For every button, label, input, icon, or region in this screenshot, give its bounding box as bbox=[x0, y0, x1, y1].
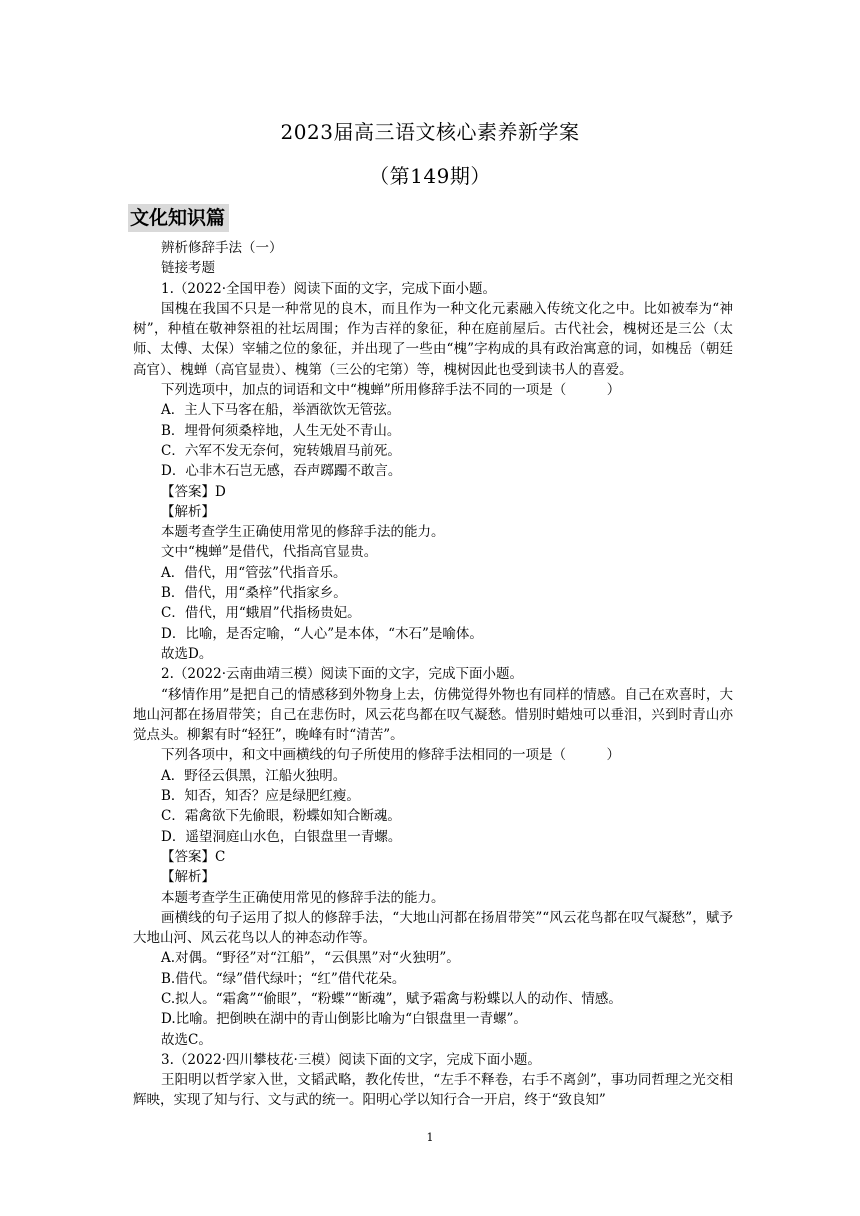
paragraph: D．比喻，是否定喻，“人心”是本体，“木石”是喻体。 bbox=[161, 625, 483, 642]
paragraph: B．借代，用“桑梓”代指家乡。 bbox=[161, 585, 347, 602]
paragraph: 本题考查学生正确使用常见的修辞手法的能力。 bbox=[161, 889, 445, 906]
paragraph: “移情作用”是把自己的情感移到外物身上去，仿佛觉得外物也有同样的情感。自己在欢喜时，大地山河都在扬眉带笑；自己在悲伤时，风云花鸟都在叹气凝愁。惜别时蜡烛可以垂泪，兴到时青山亦觉点头。柳絮有时“轻狂”，晚峰有时“清苦”。 bbox=[133, 686, 733, 744]
paragraph: C．六军不发无奈何，宛转娥眉马前死。 bbox=[161, 442, 401, 459]
paragraph: 【解析】 bbox=[161, 503, 215, 520]
paragraph: 链接考题 bbox=[161, 260, 215, 277]
paragraph: 故选C。 bbox=[161, 1031, 212, 1048]
paragraph: A．借代，用“管弦”代指音乐。 bbox=[161, 564, 347, 581]
page-number: 1 bbox=[426, 1131, 434, 1144]
paragraph: 1.（2022·全国甲卷）阅读下面的文字，完成下面小题。 bbox=[161, 280, 497, 297]
paragraph: A.对偶。“野径”对“江船”，“云俱黑”对“火独明”。 bbox=[161, 950, 460, 967]
paragraph: 【答案】C bbox=[161, 848, 226, 865]
paragraph: 3.（2022·四川攀枝花·三模）阅读下面的文字，完成下面小题。 bbox=[161, 1051, 541, 1068]
paragraph: 辨析修辞手法（一） bbox=[161, 240, 283, 256]
paragraph: C．霜禽欲下先偷眼，粉蝶如知合断魂。 bbox=[161, 808, 401, 825]
paragraph: D．心非木石岂无感，吞声踯躅不敢言。 bbox=[161, 463, 402, 480]
paragraph: 故选D。 bbox=[161, 645, 213, 662]
paragraph: A．野径云俱黑，江船火独明。 bbox=[161, 767, 347, 784]
document-body bbox=[133, 238, 733, 1111]
paragraph: 下列各项中，和文中画横线的句子所使用的修辞手法相同的一项是（ ） bbox=[161, 747, 620, 764]
paragraph: C．借代，用“蛾眉”代指杨贵妃。 bbox=[161, 605, 361, 622]
paragraph: D．遥望洞庭山水色，白银盘里一青螺。 bbox=[161, 828, 402, 845]
paragraph: 【答案】D bbox=[161, 483, 226, 500]
paragraph: 画横线的句子运用了拟人的修辞手法，“大地山河都在扬眉带笑”“风云花鸟都在叹气凝愁”，赋予大地山河、风云花鸟以人的神态动作等。 bbox=[133, 909, 733, 947]
paragraph: B．埋骨何须桑梓地，人生无处不青山。 bbox=[161, 422, 401, 439]
section-heading: 文化知识篇 bbox=[128, 204, 229, 232]
paragraph: B．知否，知否？应是绿肥红瘦。 bbox=[161, 788, 360, 805]
paragraph: 【解析】 bbox=[161, 869, 215, 886]
paragraph: 本题考查学生正确使用常见的修辞手法的能力。 bbox=[161, 524, 445, 541]
paragraph: 王阳明以哲学家入世，文韬武略，教化传世，“左手不释卷，右手不离剑”，事功同哲理之光交相辉映，实现了知与行、文与武的统一。阳明心学以知行合一开启，终于“致良知” bbox=[133, 1072, 733, 1109]
issue-number: （第149期） bbox=[369, 164, 491, 188]
paragraph: 2.（2022·云南曲靖三模）阅读下面的文字，完成下面小题。 bbox=[161, 666, 524, 683]
document-title: 2023届高三语文核心素养新学案 bbox=[280, 120, 580, 144]
paragraph: C.拟人。“霜禽”“偷眼”，“粉蝶”“断魂”，赋予霜禽与粉蝶以人的动作、情感。 bbox=[161, 990, 622, 1007]
paragraph: A．主人下马客在船，举酒欲饮无管弦。 bbox=[161, 402, 401, 419]
paragraph: D.比喻。把倒映在湖中的青山倒影比喻为“白银盘里一青螺”。 bbox=[161, 1011, 527, 1028]
paragraph: 文中“槐蝉”是借代，代指高官显贵。 bbox=[161, 544, 378, 561]
paragraph: 国槐在我国不只是一种常见的良木，而且作为一种文化元素融入传统文化之中。比如被奉为“神树”，种植在敬神祭祖的社坛周围；作为吉祥的象征，种在庭前屋后。古代社会，槐树还是三公（太师、太傅、太保）宰辅之位的象征，并出现了一些由“槐”字构成的具有政治寓意的词，如槐岳（朝廷高官）、槐蝉（高官显贵）、槐第（三公的宅第）等，槐树因此也受到读书人的喜爱。 bbox=[133, 300, 733, 378]
paragraph: B.借代。“绿”借代绿叶；“红”借代花朵。 bbox=[161, 970, 406, 987]
paragraph: 下列选项中，加点的词语和文中“槐蝉”所用修辞手法不同的一项是（ ） bbox=[161, 382, 621, 399]
